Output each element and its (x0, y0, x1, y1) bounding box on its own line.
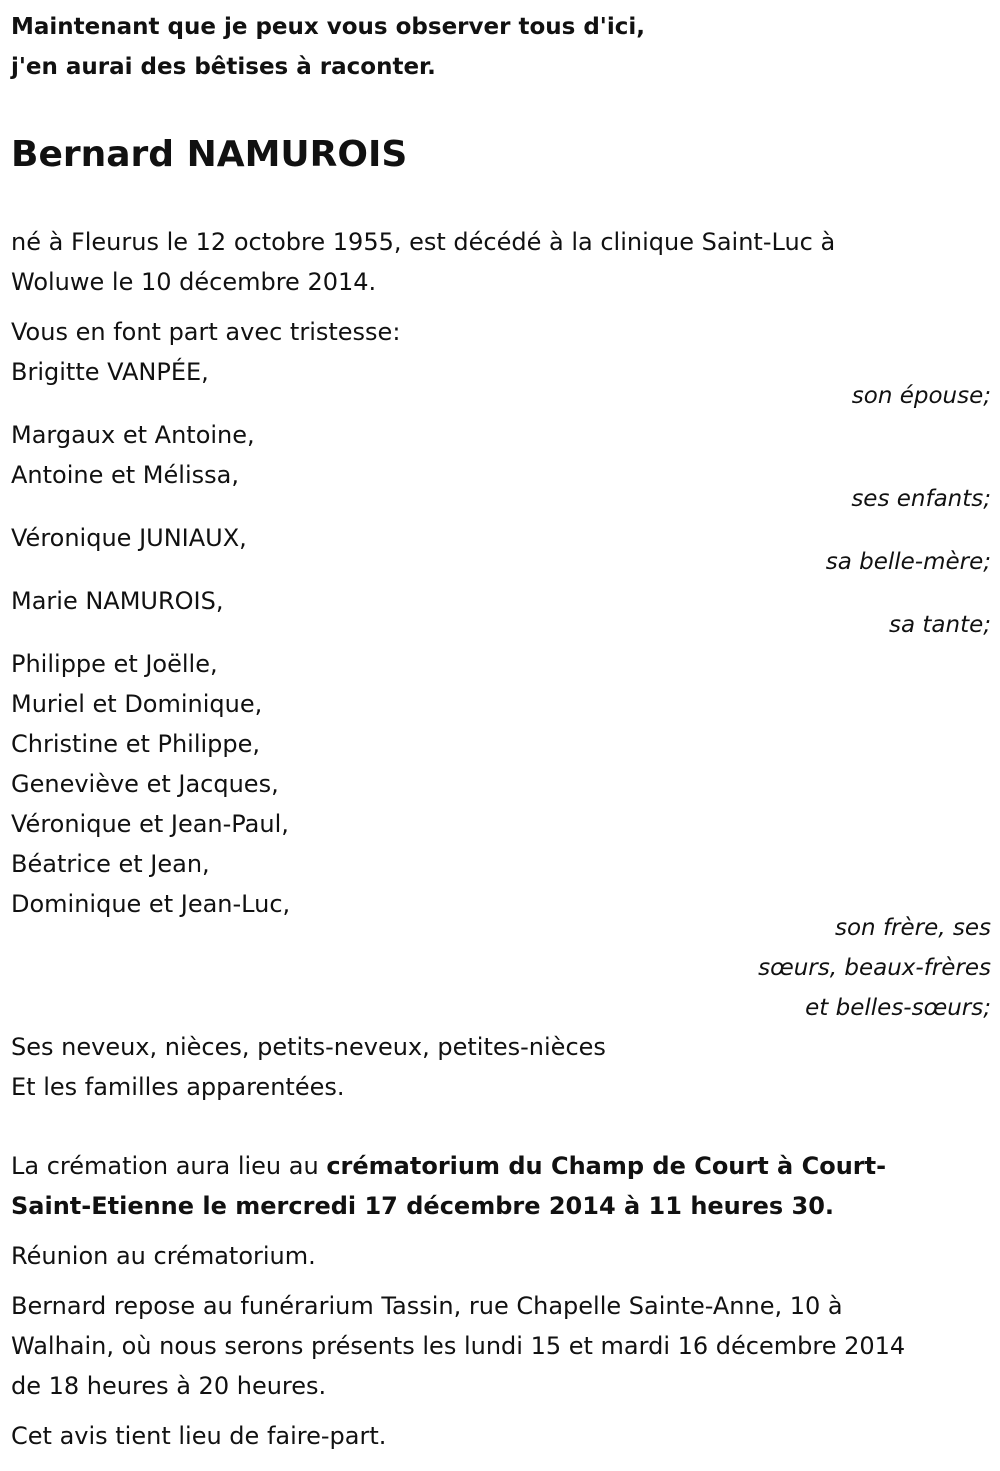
quote-line-1: Maintenant que je peux vous observer tous d'ici, (11, 14, 645, 40)
visitation-line-2: Walhain, où nous serons présents les lundi 15 et mardi 16 décembre 2014 (11, 1332, 906, 1360)
siblings-relation-line: sœurs, beaux-frères (758, 955, 991, 981)
visitation-line-1: Bernard repose au funérarium Tassin, rue Chapelle Sainte-Anne, 10 à (11, 1292, 843, 1320)
epitaph-quote (11, 7, 991, 87)
birth-death-line-1: né à Fleurus le 12 octobre 1955, est décédé à la clinique Saint-Luc à (11, 228, 836, 256)
sibling-name: Christine et Philippe, (11, 730, 261, 758)
sibling-name: Geneviève et Jacques, (11, 770, 279, 798)
cremation-prefix: La crémation aura lieu au (11, 1152, 327, 1180)
intro-text: Vous en font part avec tristesse: (11, 318, 401, 346)
aunt-relation: sa tante; (889, 612, 991, 638)
birth-death-line-2: Woluwe le 10 décembre 2014. (11, 268, 377, 296)
sibling-name: Philippe et Joëlle, (11, 650, 218, 678)
sibling-name: Véronique et Jean-Paul, (11, 810, 289, 838)
quote-line-2: j'en aurai des bêtises à raconter. (11, 54, 436, 80)
spouse-relation: son épouse; (851, 383, 991, 409)
aunt-name: Marie NAMUROIS, (11, 587, 224, 615)
deceased-name: Bernard NAMUROIS (11, 134, 408, 175)
spouse-name: Brigitte VANPÉE, (11, 358, 209, 386)
visitation-line-3: de 18 heures à 20 heures. (11, 1372, 327, 1400)
siblings-relation-line: et belles-sœurs; (805, 995, 991, 1021)
cremation-line-1 (11, 1146, 886, 1186)
children-name: Antoine et Mélissa, (11, 461, 239, 489)
children-relation: ses enfants; (851, 486, 991, 512)
reunion-text: Réunion au crématorium. (11, 1242, 316, 1270)
closing-text: Cet avis tient lieu de faire-part. (11, 1422, 387, 1450)
mother-in-law-relation: sa belle-mère; (825, 549, 991, 575)
children-name: Margaux et Antoine, (11, 421, 255, 449)
extended-family-line: Et les familles apparentées. (11, 1073, 345, 1101)
mother-in-law-name: Véronique JUNIAUX, (11, 524, 247, 552)
extended-family-line: Ses neveux, nièces, petits-neveux, petites-nièces (11, 1033, 606, 1061)
cremation-location: crématorium du Champ de Court à Court- (326, 1152, 887, 1180)
cremation-line-2: Saint-Etienne le mercredi 17 décembre 2014 à 11 heures 30. (11, 1192, 835, 1220)
sibling-name: Béatrice et Jean, (11, 850, 210, 878)
siblings-relation-line: son frère, ses (835, 915, 991, 941)
sibling-name: Dominique et Jean-Luc, (11, 890, 291, 918)
sibling-name: Muriel et Dominique, (11, 690, 263, 718)
